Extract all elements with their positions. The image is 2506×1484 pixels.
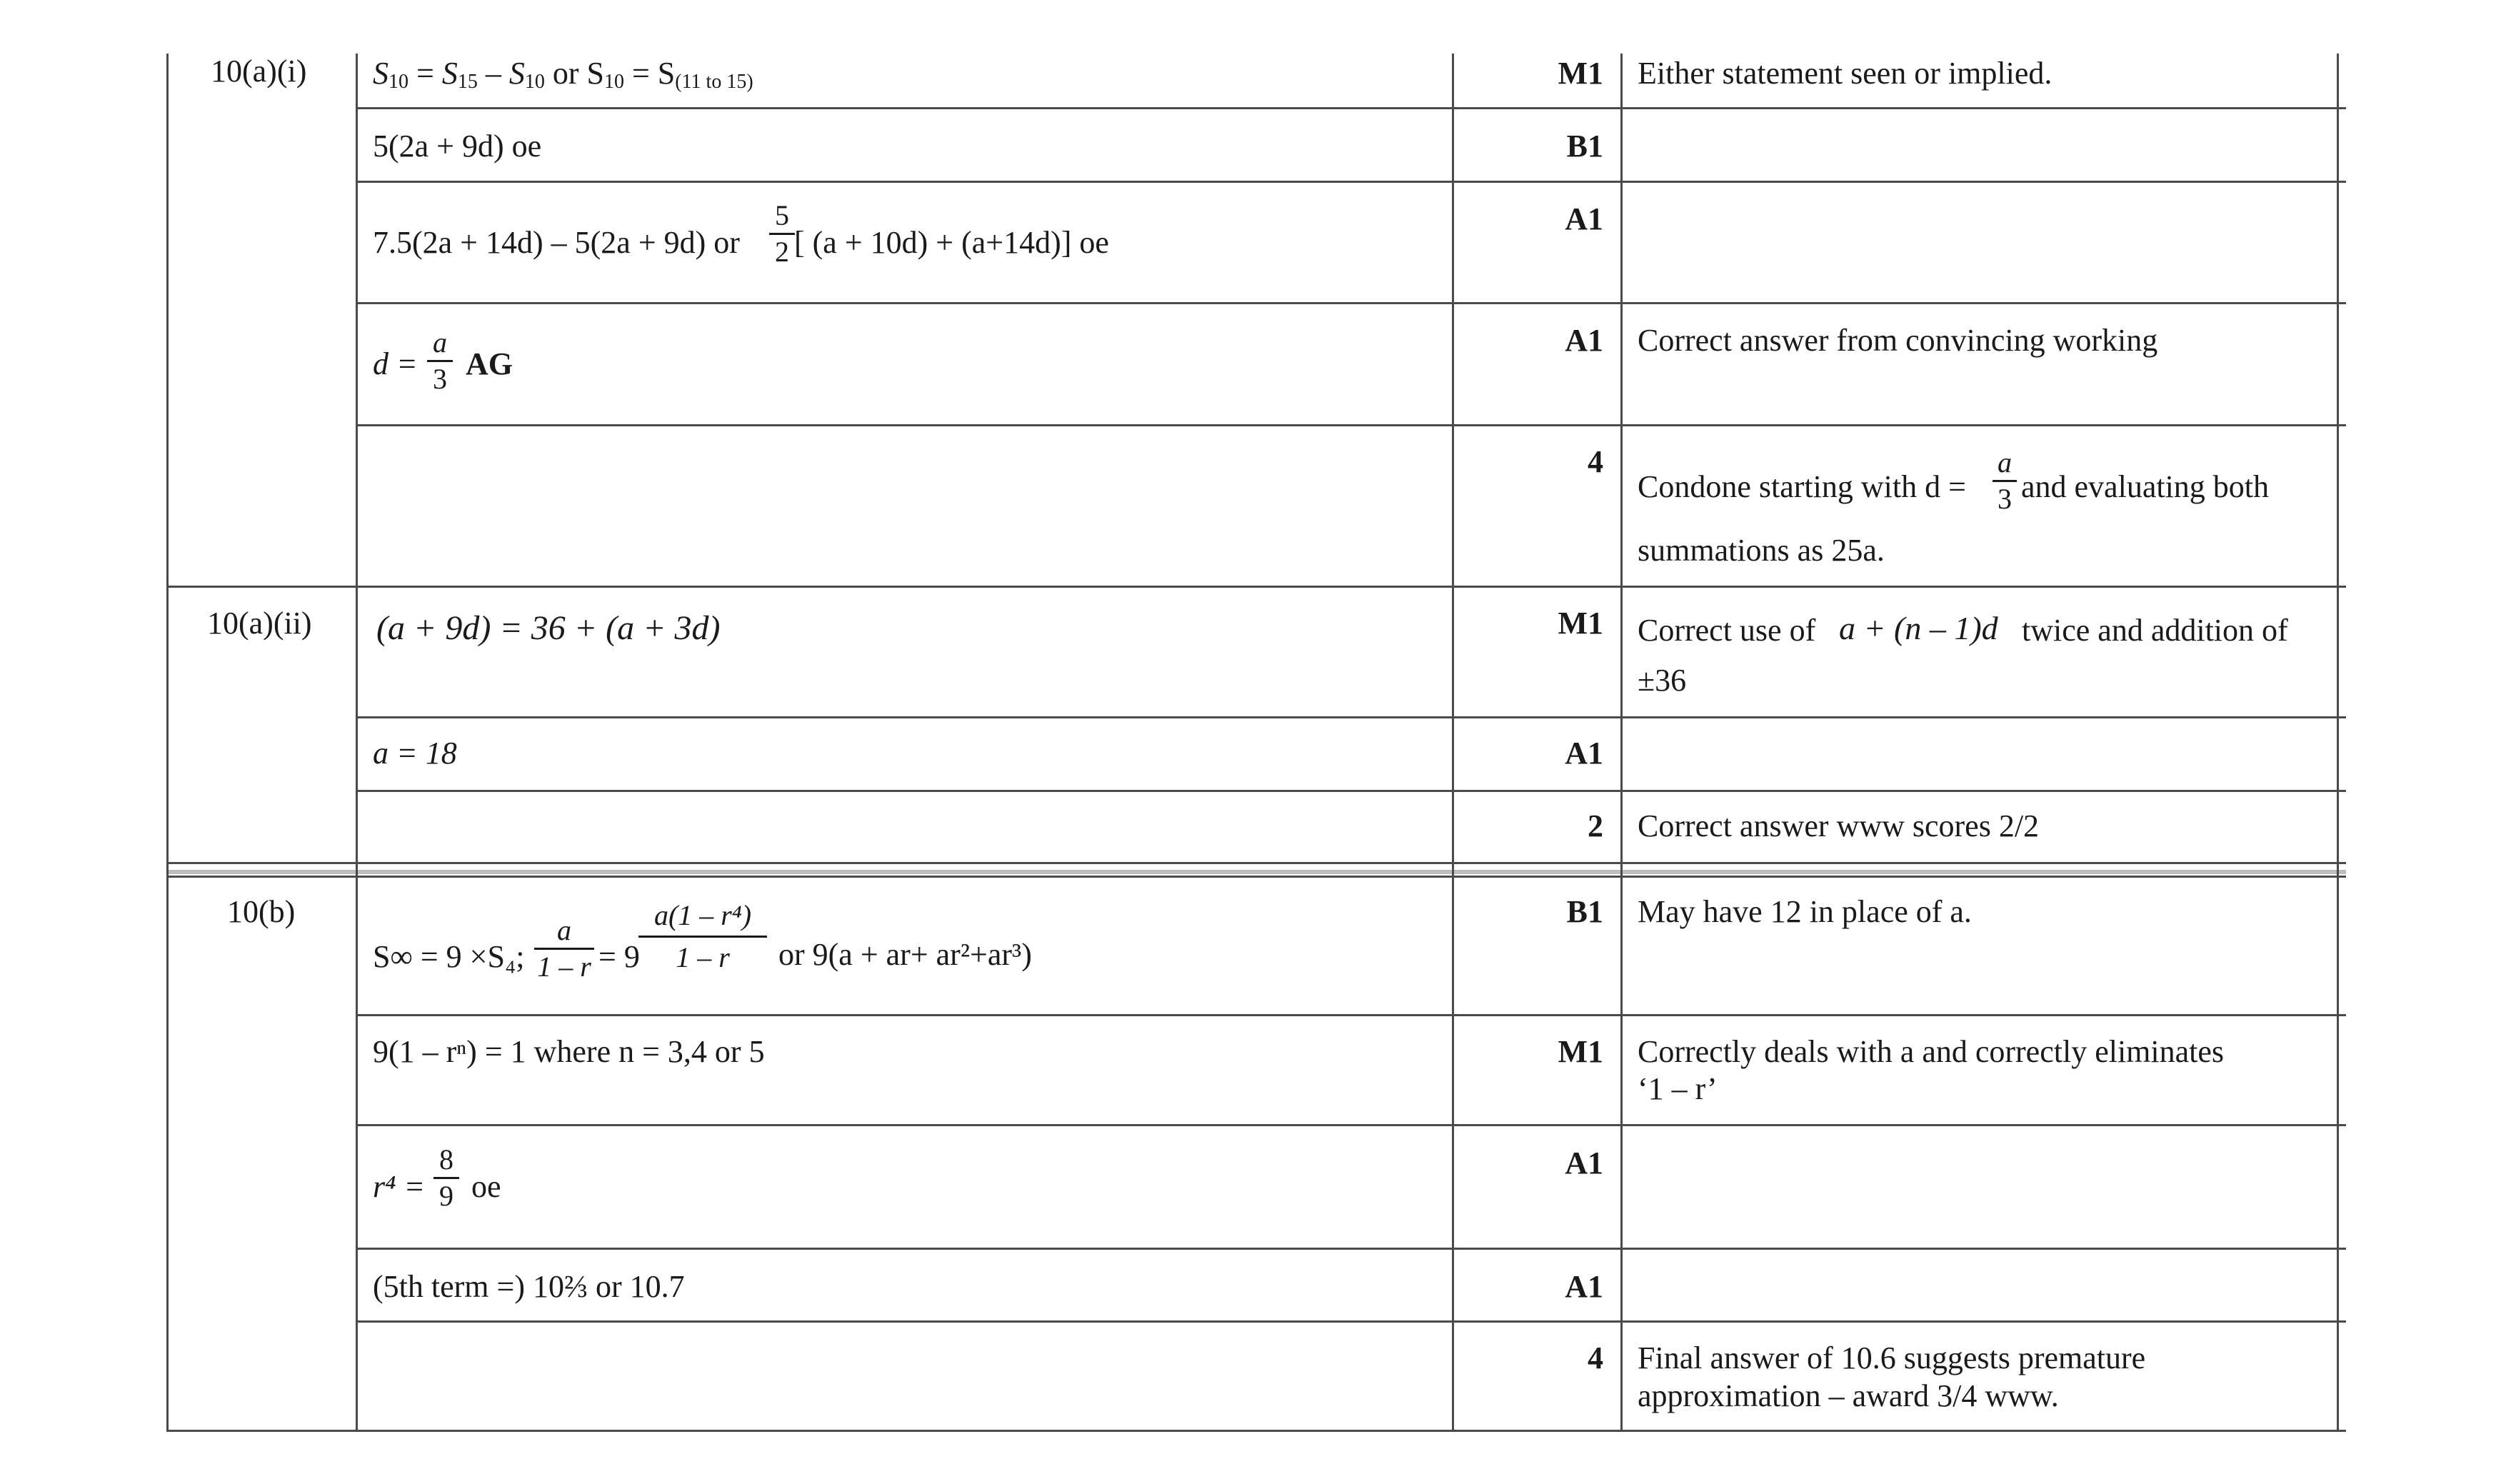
mark-code: A1 <box>1565 1145 1603 1180</box>
answer-line: 5(2a + 9d) oe <box>373 129 542 164</box>
answer-line: $S_{10} = S_{15} - S_{10}$ or $S_{10} = S_{(11 to 15)}$ <box>373 56 753 93</box>
answer-line: [ (a + 10d) + (a+14d)] oe <box>794 225 1109 260</box>
guidance-text: summations as 25a. <box>1638 533 1885 568</box>
guidance-text: approximation – award 3/4 www. <box>1638 1378 2059 1413</box>
question-label: 10(a)(ii) <box>207 606 312 641</box>
mark-code: A1 <box>1565 736 1603 771</box>
answer-line: (a + 9d) = 36 + (a + 3d) <box>376 609 721 647</box>
answer-line: = 9 <box>598 939 640 974</box>
fraction: a(1 – r⁴) 1 – r <box>638 901 767 972</box>
guidance-text: Correct answer www scores 2/2 <box>1638 808 2040 843</box>
guidance-text: ‘1 – r’ <box>1638 1071 1718 1106</box>
answer-line: (5th term =) 10⅔ or 10.7 <box>373 1269 685 1304</box>
fraction: 8 9 <box>433 1145 459 1210</box>
guidance-text: and evaluating both <box>2021 469 2270 504</box>
fraction: a 1 – r <box>534 916 594 981</box>
guidance-text: twice and addition of <box>2022 613 2288 648</box>
guidance-text: Condone starting with d = <box>1638 469 1966 504</box>
question-label: 10(a)(i) <box>211 54 307 89</box>
guidance-text: Either statement seen or implied. <box>1638 56 2053 91</box>
guidance-formula: a + (n – 1)d <box>1839 610 1998 646</box>
mark-code: B1 <box>1566 894 1603 929</box>
guidance-text: ±36 <box>1638 663 1687 698</box>
fraction: 5 2 <box>769 201 795 266</box>
guidance-text: Correct answer from convincing working <box>1638 323 2158 358</box>
mark-code: A1 <box>1565 201 1603 236</box>
answer-line: a = 18 <box>373 736 457 771</box>
question-label: 10(b) <box>227 894 296 929</box>
answer-line: 9(1 – rⁿ) = 1 where n = 3,4 or 5 <box>373 1034 765 1069</box>
mark-total: 2 <box>1588 808 1603 843</box>
mark-total: 4 <box>1588 1340 1603 1375</box>
answer-line: r⁴ = <box>373 1169 426 1204</box>
mark-total: 4 <box>1588 444 1603 479</box>
guidance-text: May have 12 in place of a. <box>1638 894 1972 929</box>
mark-code: M1 <box>1558 56 1603 91</box>
mark-code: A1 <box>1565 1269 1603 1304</box>
mark-code: M1 <box>1558 606 1603 641</box>
answer-line: d = <box>373 346 418 381</box>
answer-line: or 9(a + ar+ ar²+ar³) <box>778 937 1032 972</box>
fraction: a 3 <box>427 329 453 393</box>
fraction: a 3 <box>1993 448 2017 513</box>
guidance-text: Correct use of <box>1638 613 1816 648</box>
mark-code: A1 <box>1565 323 1603 358</box>
mark-code: M1 <box>1558 1034 1603 1069</box>
answer-given-label: AG <box>466 346 513 381</box>
answer-line: oe <box>471 1169 501 1204</box>
answer-line: 7.5(2a + 14d) – 5(2a + 9d) or <box>373 225 740 260</box>
answer-line: S∞ = 9 ×S₄; <box>373 939 525 974</box>
guidance-text: Correctly deals with a and correctly eliminates <box>1638 1034 2225 1069</box>
mark-code: B1 <box>1566 129 1603 164</box>
guidance-text: Final answer of 10.6 suggests premature <box>1638 1340 2146 1375</box>
